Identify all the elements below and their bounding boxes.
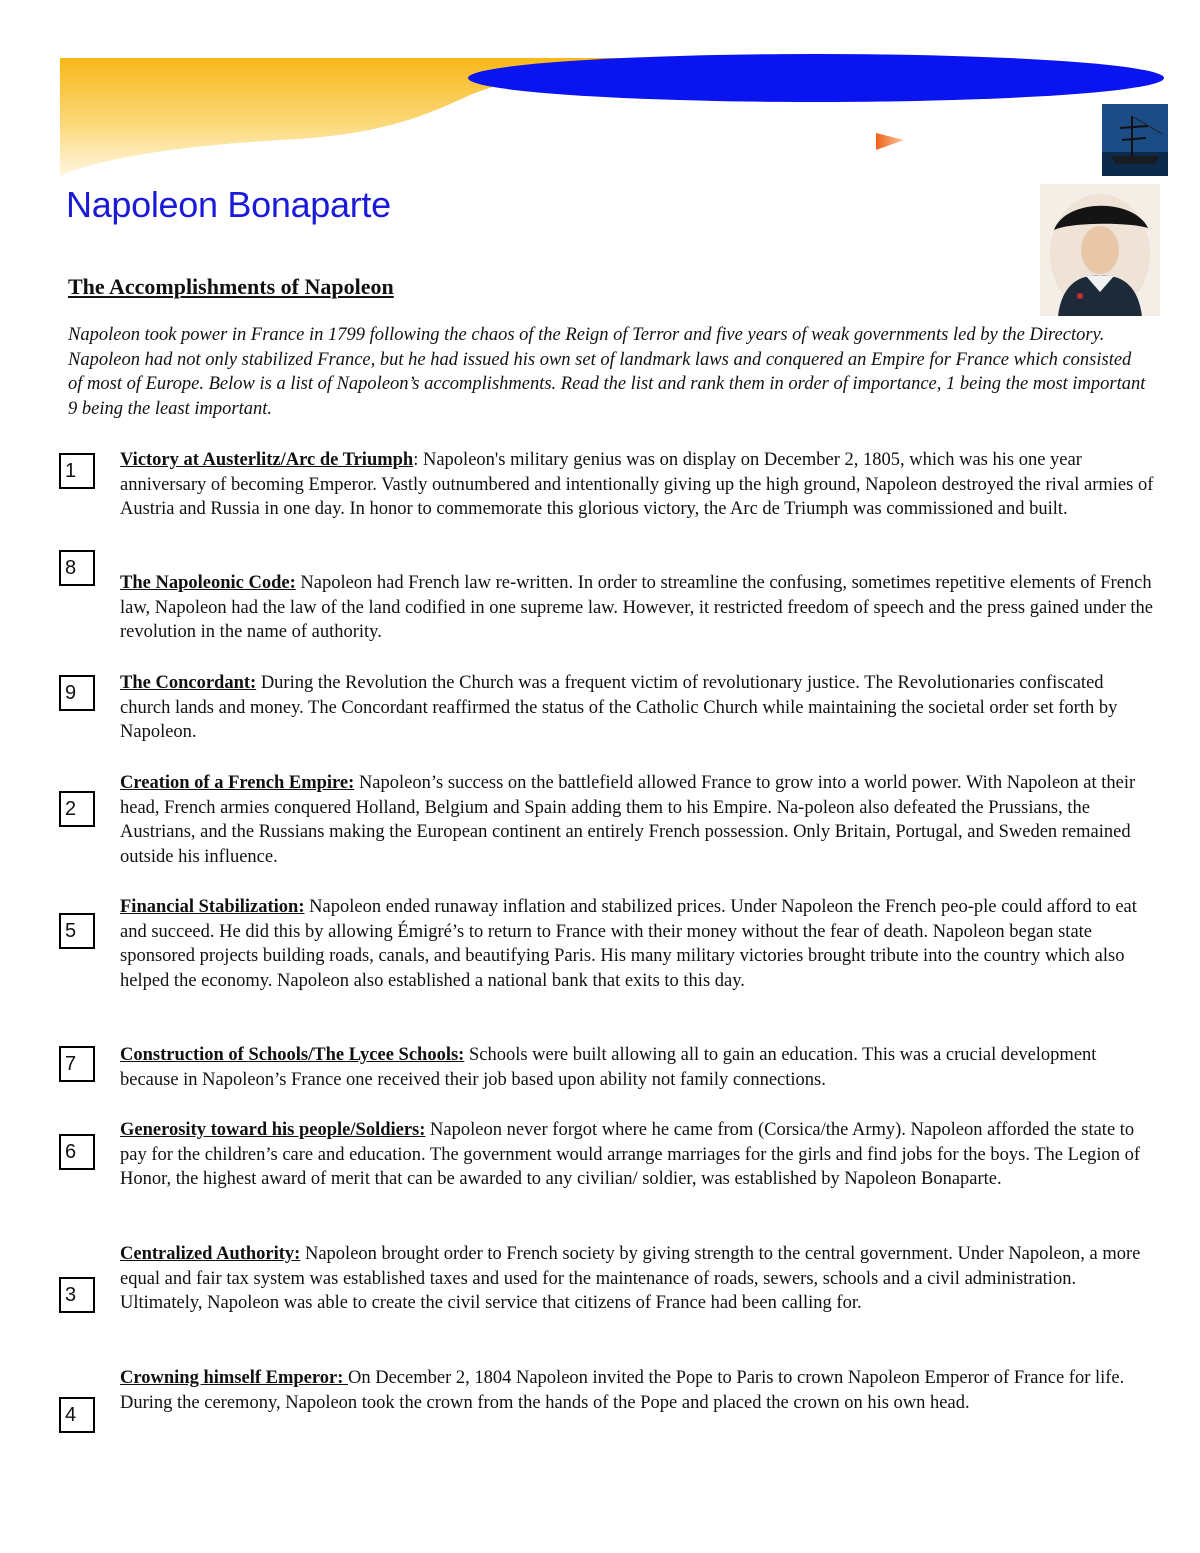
item-text: : Napoleon's military genius was on display on December 2, 1805, which was his one year anniversary of becoming Emperor. Vastly outnumbered and intentionally giving up the high ground, Napoleon destroyed the rival armies of Austria and Russia in one day. In honor to commemorate this glorious victory, the Arc de Triumph was commissioned and built.: [120, 450, 1154, 519]
list-item: [120, 771, 1155, 869]
page-title: Napoleon Bonaparte: [66, 184, 391, 225]
item-text: Napoleon’s success on the battlefield allowed France to grow into a world power. With Napoleon at their head, French armies conquered Holland, Belgium and Spain adding them to his Empire. Na-poleon also defeated the Prussians, the Austrians, and the Russians making the European continent an entirely French possession. Only Britain, Portugal, and Sweden remained outside his influence.: [120, 773, 1136, 867]
rank-box-financial[interactable]: 5: [59, 913, 95, 949]
header-banner: [0, 0, 1200, 185]
napoleon-portrait-icon: [1040, 184, 1160, 316]
item-text: Napoleon never forgot where he came from (Corsica/the Army). Napoleon afforded the state to pay for the children’s care and education. The government would arrange marriages for the girls and find jobs for the boys. The Legion of Honor, the highest award of merit that can be awarded to any civilian/ soldier, was established by Napoleon Bonaparte.: [120, 1120, 1141, 1189]
item-text: Napoleon brought order to French society by giving strength to the central government. Under Napoleon, a more equal and fair tax system was established taxes and used for the maintenance of roads, sewers, schools and a civil administration. Ultimately, Napoleon was able to create the civil service that citizens of France had been calling for.: [120, 1244, 1141, 1313]
rank-box-generosity[interactable]: 6: [59, 1134, 95, 1170]
item-title: Creation of a French Empire:: [120, 773, 355, 793]
rank-box-concordant[interactable]: 9: [59, 675, 95, 711]
list-item: [120, 895, 1155, 993]
list-item: [120, 571, 1155, 645]
item-text: Napoleon had French law re-written. In order to streamline the confusing, sometimes repetitive elements of French law, Napoleon had the law of the land codified in one supreme law. However, it restricted freedom of speech and the press gained under the revolution in the name of authority.: [120, 573, 1154, 642]
section-heading: The Accomplishments of Napoleon: [68, 274, 394, 299]
item-text: During the Revolution the Church was a frequent victim of revolutionary justice. The Revolutionaries confiscated church lands and money. The Concordant reaffirmed the status of the Catholic Church while maintaining the societal order set forth by Napoleon.: [120, 673, 1118, 742]
list-item: [120, 1043, 1155, 1092]
rank-box-schools[interactable]: 7: [59, 1046, 95, 1082]
rank-box-centralized[interactable]: 3: [59, 1277, 95, 1313]
banner-orange-arrow: [876, 133, 904, 150]
item-text: Napoleon ended runaway inflation and stabilized prices. Under Napoleon the French peo-ple could afford to eat and succeed. He did this by allowing Émigré’s to return to France with their money without the fear of death. Napoleon began state sponsored projects building roads, canals, and beautifying Paris. His many military victories brought tribute into the country which also helped the economy. Napoleon also established a national bank that exits to this day.: [120, 897, 1137, 991]
banner-blue-ellipse: [468, 54, 1164, 102]
list-item: [120, 448, 1155, 522]
list-item: [120, 1242, 1155, 1316]
list-item: [120, 1118, 1155, 1192]
item-text: On December 2, 1804 Napoleon invited the Pope to Paris to crown Napoleon Emperor of France for life. During the ceremony, Napoleon took the crown from the hands of the Pope and placed the crown on his own head.: [120, 1368, 1125, 1413]
item-title: Crowning himself Emperor:: [120, 1368, 348, 1388]
item-title: Victory at Austerlitz/Arc de Triumph: [120, 450, 414, 470]
rank-box-austerlitz[interactable]: 1: [59, 453, 95, 489]
list-item: [120, 671, 1155, 745]
item-title: The Napoleonic Code:: [120, 573, 296, 593]
item-title: Generosity toward his people/Soldiers:: [120, 1120, 426, 1140]
item-title: Construction of Schools/The Lycee Schools:: [120, 1045, 465, 1065]
rank-box-french-empire[interactable]: 2: [59, 791, 95, 827]
item-text: Schools were built allowing all to gain an education. This was a crucial development because in Napoleon’s France one received their job based upon ability not family connections.: [120, 1045, 1097, 1090]
rank-box-crowning[interactable]: 4: [59, 1397, 95, 1433]
item-title: Centralized Authority:: [120, 1244, 301, 1264]
rank-box-napoleonic-code[interactable]: 8: [59, 550, 95, 586]
ship-photo-icon: [1102, 104, 1168, 176]
intro-paragraph: Napoleon took power in France in 1799 following the chaos of the Reign of Terror and five years of weak governments led by the Directory. Napoleon had not only stabilized France, but he had issued his own set of landmark laws and conquered an Empire for France which consisted of most of Europe. Below is a list of Napoleon’s accomplishments. Read the list and rank them in order of importance, 1 being the most important 9 being the least important.: [68, 325, 1146, 419]
item-title: Financial Stabilization:: [120, 897, 305, 917]
list-item: [120, 1366, 1155, 1415]
item-title: The Concordant:: [120, 673, 257, 693]
